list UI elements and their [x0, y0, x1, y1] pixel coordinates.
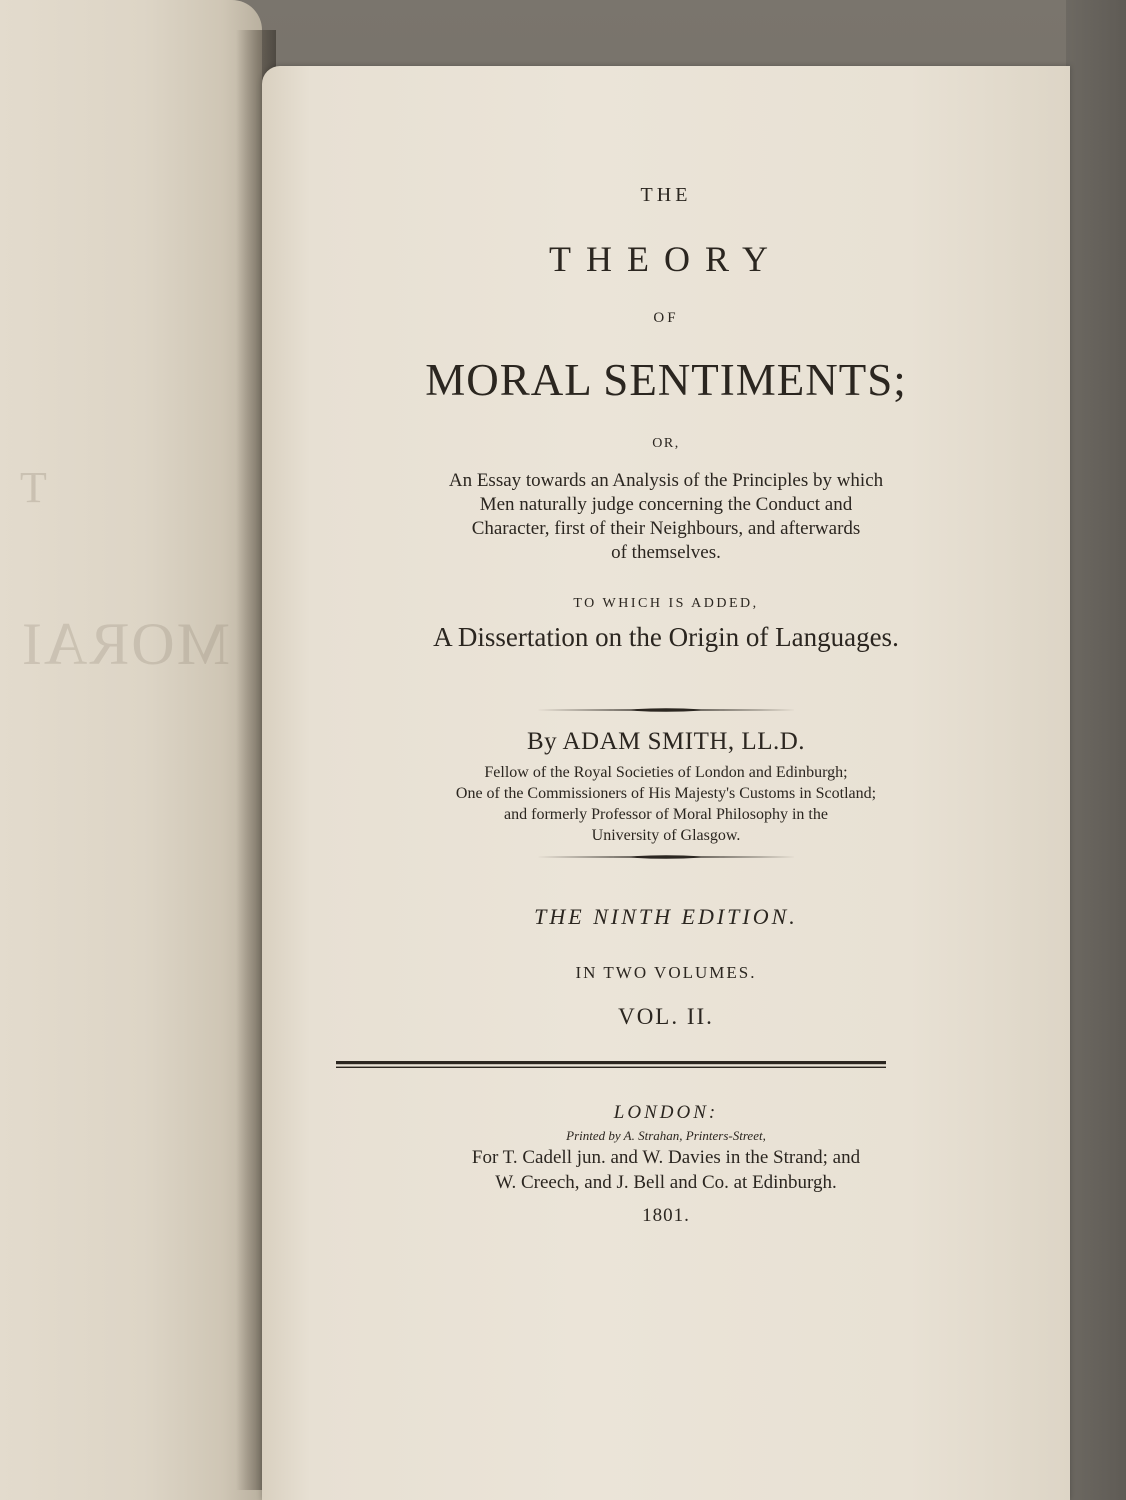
added-heading: TO WHICH IS ADDED, — [573, 596, 759, 611]
author-line: By ADAM SMITH, LL.D. — [526, 728, 806, 755]
volume-number: VOL. II. — [618, 1004, 714, 1029]
edition-line: THE NINTH EDITION. — [534, 904, 798, 929]
left-page — [0, 0, 262, 1500]
left-page-show-through-letter: T — [20, 463, 47, 512]
author-credential-line: Fellow of the Royal Societies of London and Edinburgh; — [484, 764, 848, 781]
left-page-show-through-word: MORAI — [20, 611, 231, 677]
imprint-year: 1801. — [642, 1205, 690, 1226]
author-credential-line: One of the Commissioners of His Majesty's Customs in Scotland; — [455, 785, 877, 802]
imprint-publishers-line: W. Creech, and J. Bell and Co. at Edinburgh. — [495, 1172, 837, 1193]
double-rule — [336, 1061, 886, 1069]
volumes-line: IN TWO VOLUMES. — [575, 963, 757, 982]
subtitle-line: Men naturally judge concerning the Conduct and — [479, 494, 853, 515]
title-line-of: OF — [653, 310, 679, 326]
title-page — [262, 66, 1070, 1500]
subtitle-line: Character, first of their Neighbours, and afterwards — [471, 518, 861, 539]
main-title: MORAL SENTIMENTS; — [425, 355, 907, 405]
table-surface — [1066, 0, 1126, 1500]
subtitle-line: An Essay towards an Analysis of the Principles by which — [448, 470, 884, 491]
title-line-the: THE — [640, 184, 692, 206]
ornamental-rule-top — [536, 707, 796, 713]
author-credential-line: University of Glasgow. — [591, 827, 741, 844]
imprint-publishers-line: For T. Cadell jun. and W. Davies in the Strand; and — [471, 1147, 861, 1168]
author-credential-line: and formerly Professor of Moral Philosophy in the — [504, 806, 828, 823]
imprint-city: LONDON: — [613, 1102, 719, 1123]
title-line-theory: THEORY — [549, 239, 783, 279]
ornamental-rule-bottom — [536, 854, 796, 860]
title-line-or: OR, — [652, 436, 680, 451]
imprint-printer: Printed by A. Strahan, Printers-Street, — [566, 1128, 766, 1143]
subtitle-line: of themselves. — [611, 542, 721, 563]
dissertation-title: A Dissertation on the Origin of Languages. — [433, 622, 899, 652]
